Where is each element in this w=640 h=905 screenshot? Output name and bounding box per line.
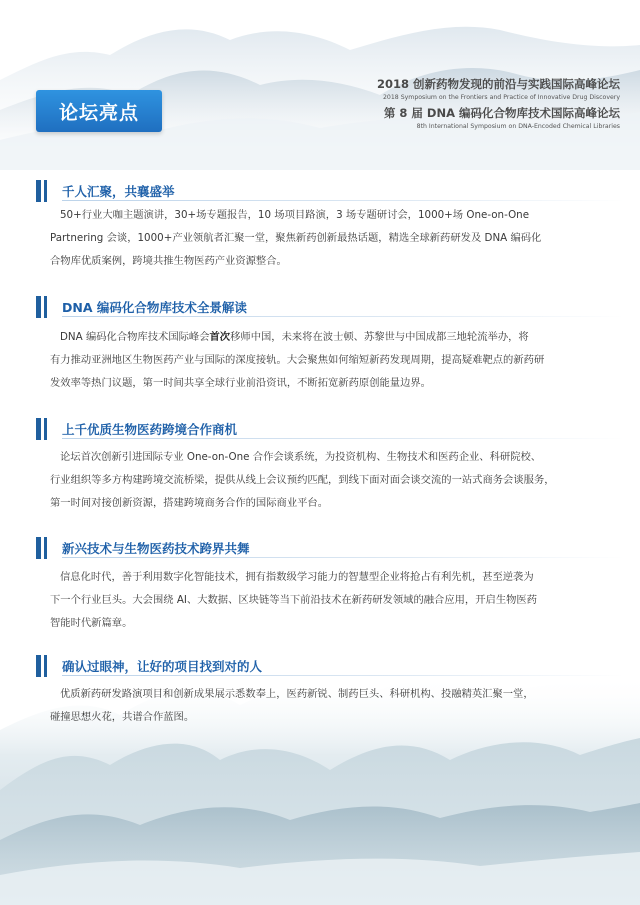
paragraph-line: 50+行业大咖主题演讲，30+场专题报告，10 场项目路演，3 场专题研讨会，1000+场 One-on-One [60, 209, 530, 221]
section-paragraph [50, 326, 602, 395]
section-title: DNA 编码化合物库技术全景解读 [62, 300, 247, 315]
paragraph-line: 合物库优质案例，跨境共推生物医药产业资源整合。 [50, 255, 287, 267]
section-divider [62, 557, 624, 558]
header-title-cn-2: 第 8 届 DNA 编码化合物库技术国际高峰论坛 [383, 106, 620, 120]
paragraph-line: 有力推动亚洲地区生物医药产业与国际的深度接轨。大会聚焦如何缩短新药发现周期，提高疑难靶点的新药研 [50, 354, 545, 366]
section-title: 新兴技术与生物医药技术跨界共舞 [62, 541, 250, 556]
header-title-en-1: 2018 Symposium on the Frontiers and Practice of Innovative Drug Discovery [382, 94, 620, 101]
event-header [330, 76, 620, 130]
paragraph-line: 下一个行业巨头。大会围绕 AI、大数据、区块链等当下前沿技术在新药研发领域的融合应用，开启生物医药 [50, 594, 538, 606]
section-title: 确认过眼神，让好的项目找到对的人 [62, 659, 263, 674]
section-paragraph [50, 446, 602, 515]
paragraph-line: 优质新药研发路演项目和创新成果展示悉数奉上，医药新锐、制药巨头、科研机构、投融精英汇聚一堂， [60, 688, 534, 700]
paragraph-line: 碰撞思想火花，共谱合作蓝图。 [50, 711, 195, 723]
paragraph-line: Partnering 会谈，1000+产业领航者汇聚一堂，聚焦新药创新最热话题，精选全球新药研发及 DNA 编码化 [50, 232, 542, 244]
section-heading [34, 655, 614, 677]
paragraph-line [60, 326, 602, 349]
paragraph-line: 发效率等热门议题，第一时间共享全球行业前沿资讯，不断拓宽新药原创能量边界。 [50, 377, 431, 389]
badge-text: 论坛亮点 [58, 101, 139, 124]
paragraph-line: 论坛首次创新引进国际专业 One-on-One 合作会谈系统，为投资机构、生物技术和医药企业、科研院校、 [60, 451, 542, 463]
forum-highlights-badge [36, 90, 162, 132]
paragraph-line: 第一时间对接创新资源，搭建跨境商务合作的国际商业平台。 [50, 497, 329, 509]
paragraph-text: DNA 编码化合物库技术国际峰会 [60, 331, 210, 343]
section-divider [62, 200, 624, 201]
mountain-landscape-bottom [0, 640, 640, 905]
section-heading [34, 180, 614, 202]
section-divider [62, 675, 624, 676]
section-divider [62, 438, 624, 439]
section-paragraph [50, 566, 602, 635]
section-paragraph [50, 204, 602, 273]
paragraph-line: 信息化时代，善于利用数字化智能技术，拥有指数级学习能力的智慧型企业将抢占有利先机，甚至逆袭为 [60, 571, 534, 583]
section-heading [34, 418, 614, 440]
header-title-en-2: 8th International Symposium on DNA-Encoded Chemical Libraries [416, 123, 620, 130]
paragraph-text: 移师中国，未来将在波士顿、苏黎世与中国成都三地轮流举办，将 [230, 331, 529, 343]
header-title-cn-1: 2018 创新药物发现的前沿与实践国际高峰论坛 [376, 77, 620, 91]
section-marker-icon [34, 655, 54, 677]
section-paragraph [50, 683, 602, 729]
section-marker-icon [34, 180, 54, 202]
paragraph-emphasis: 首次 [209, 331, 231, 343]
section-marker-icon [34, 418, 54, 440]
section-title: 上千优质生物医药跨境合作商机 [62, 422, 238, 437]
section-heading [34, 296, 614, 318]
section-title: 千人汇聚，共襄盛举 [62, 184, 175, 199]
section-heading [34, 537, 614, 559]
section-marker-icon [34, 537, 54, 559]
section-marker-icon [34, 296, 54, 318]
paragraph-line: 行业组织等多方构建跨境交流桥梁，提供从线上会议预约匹配，到线下面对面会谈交流的一站式商务会谈服务， [50, 474, 555, 486]
paragraph-line: 智能时代新篇章。 [50, 617, 133, 629]
section-divider [62, 316, 624, 317]
